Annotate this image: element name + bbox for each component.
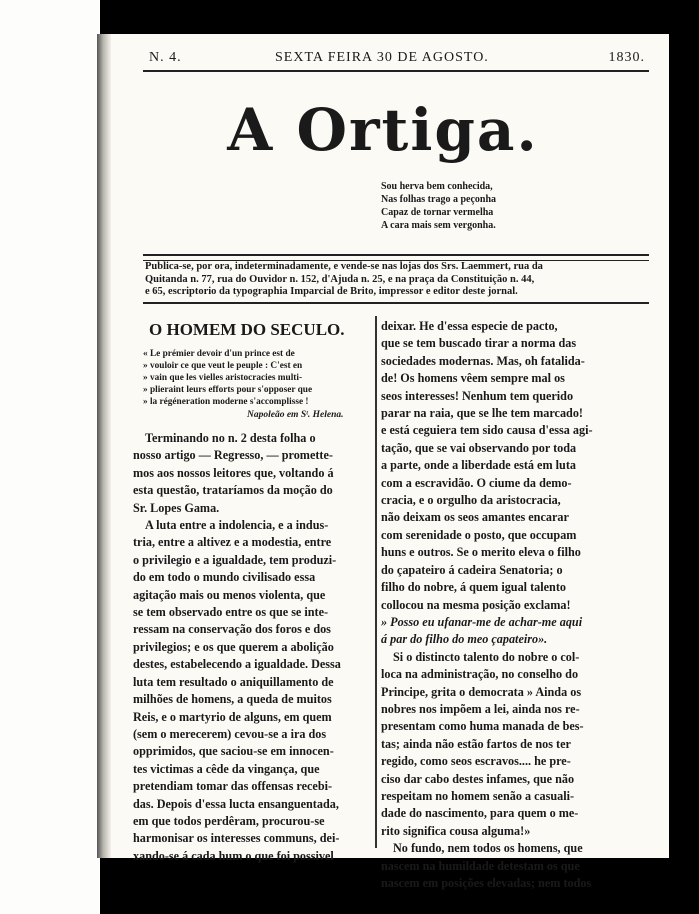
left-column-body — [133, 430, 371, 865]
text-line: das. Depois d'essa lucta ensanguentada, — [133, 796, 339, 811]
column-divider — [375, 316, 377, 848]
text-line: agitação mais ou menos violenta, que — [133, 587, 326, 602]
text-line: mos aos nossos leitores que, voltando á — [133, 465, 334, 480]
text-line: de! Os homens vêem sempre mal os — [381, 371, 565, 386]
page-header — [145, 48, 649, 70]
text-line: ciso dar cabo destes infames, que não — [381, 771, 575, 786]
text-line: presentam como huma manada de bes- — [381, 719, 584, 734]
text-line: privilegios; e os que querem a abolição — [133, 639, 334, 654]
quote-line: » vain que les vielles aristocracies multi- — [143, 373, 303, 383]
text-line: o privilegio e a igualdade, tem produzi- — [133, 552, 337, 567]
text-line: opprimidos, que saciou-se em innocen- — [133, 744, 334, 759]
right-column — [381, 316, 617, 892]
text-line: ressam na conservação dos foros e dos — [133, 622, 331, 637]
text-line: nascem na humildade detestam os que — [381, 858, 580, 873]
quote-line: » vouloir ce que veut le peuple : C'est en — [143, 361, 303, 371]
quote-attribution: Napoleão em Sᵗ. Helena. — [247, 410, 344, 420]
text-line: á par do filho do meo çapateiro». — [381, 632, 548, 647]
text-line: dade do nascimento, para quem o me- — [381, 806, 579, 821]
text-line: loca na administração, no conselho do — [381, 667, 579, 682]
text-line: (sem o merecerem) cevou-se a ira dos — [133, 726, 327, 741]
text-line: destes, estabelecendo a igualdade. Dessa — [133, 657, 341, 672]
text-line: com a escravidão. O ciume da demo- — [381, 475, 572, 490]
epigraph — [381, 180, 496, 232]
article-quote — [143, 348, 371, 408]
issue-date: SEXTA FEIRA 30 DE AGOSTO. — [275, 50, 489, 65]
text-line: a parte, onde a liberdade está em luta — [381, 458, 576, 473]
publication-line: Publica-se, por ora, indeterminadamente, e vende-se nas lojas dos Srs. Laemmert, rua da — [145, 261, 543, 272]
text-line: em que todos perdêram, procurou-se — [133, 813, 325, 828]
text-line: regido, como seos escravos.... he pre- — [381, 754, 571, 769]
text-line: Terminando no n. 2 desta folha o — [145, 431, 316, 445]
text-line: collocou na mesma posição exclama! — [381, 597, 571, 612]
masthead-rule — [143, 254, 649, 261]
text-line: Reis, e o martyrio de alguns, em quem — [133, 709, 332, 724]
text-line: tes victimas a cêde da vingança, que — [133, 761, 320, 776]
text-line: luta tem resultado o aniquillamento de — [133, 674, 334, 689]
publication-notice — [145, 261, 649, 299]
publication-line: e 65, escriptorio da typographia Imparcial de Brito, impressor e editor deste jornal. — [145, 286, 518, 297]
text-line: Sr. Lopes Gama. — [133, 500, 220, 515]
text-line: tação, que se vai observando por toda — [381, 440, 577, 455]
epigraph-line: Sou herva bem conhecida, — [381, 181, 493, 192]
text-line: deixar. He d'essa especie de pacto, — [381, 319, 558, 333]
quote-line: » la régéneration moderne s'accomplisse ! — [143, 397, 309, 407]
newspaper-page — [97, 34, 669, 890]
text-line: parar na raia, que se lhe tem marcado! — [381, 406, 583, 421]
text-line: nascem em posições elevadas; nem todos — [381, 876, 592, 890]
text-line: pretendiam tomar das offensas recebi- — [133, 779, 333, 794]
quote-line: « Le prémier devoir d'un prince est de — [143, 349, 295, 359]
article-title: O HOMEM DO SECULO. — [149, 320, 345, 339]
text-line: com serenidade o posto, que occupam — [381, 527, 577, 542]
text-line: cracia, e o orgulho da aristocracia, — [381, 493, 561, 508]
notice-rule — [143, 302, 649, 304]
text-line: não deixam os seos amantes encarar — [381, 510, 569, 525]
left-column — [133, 316, 371, 865]
epigraph-line: Nas folhas trago a peçonha — [381, 194, 497, 205]
publication-line: Quitanda n. 77, rua do Ouvidor n. 152, d'Ajuda n. 25, e na praça da Constituição n. 44, — [145, 273, 535, 285]
scan-margin-left — [0, 0, 100, 914]
masthead-title: A Ortiga. — [227, 96, 539, 164]
text-line: tria, entre a altivez e a modestia, entre — [133, 535, 332, 550]
text-line: seos interesses! Nenhum tem querido — [381, 388, 574, 403]
epigraph-line: Capaz de tornar vermelha — [381, 207, 494, 218]
text-line: » Posso eu ufanar-me de achar-me aqui — [381, 614, 583, 629]
text-line: do em todo o mundo civilisado essa — [133, 570, 316, 585]
text-line: harmonisar os interesses communs, dei- — [133, 831, 340, 846]
text-line: que se tem buscado tirar a norma das — [381, 336, 577, 351]
header-rule — [143, 70, 649, 72]
text-line: nobres nos impõem a lei, ainda nos re- — [381, 701, 580, 716]
text-line: do çapateiro á cadeira Senatoria; o — [381, 562, 563, 577]
text-line: huns e outros. Se o merito eleva o filho — [381, 545, 581, 560]
text-line: rito significa cousa alguma!» — [381, 823, 531, 838]
text-line: No fundo, nem todos os homens, que — [393, 841, 583, 856]
text-line: e está ceguiera tem sido causa d'essa agi- — [381, 423, 593, 438]
text-line: sociedades modernas. Mas, oh fatalida- — [381, 353, 585, 368]
issue-number: N. 4. — [149, 50, 182, 65]
text-line: A luta entre a indolencia, e a indus- — [145, 518, 329, 533]
text-line: Si o distincto talento do nobre o col- — [393, 649, 580, 664]
text-line: xando-se á cada hum o que foi possivel — [133, 848, 334, 863]
text-line: Principe, grita o democrata » Ainda os — [381, 684, 582, 699]
text-line: filho do nobre, á quem igual talento — [381, 580, 566, 595]
text-line: nosso artigo — Regresso, — promette- — [133, 448, 333, 463]
text-line: milhões de homens, a queda de muitos — [133, 692, 332, 707]
epigraph-line: A cara mais sem vergonha. — [381, 220, 496, 231]
right-column-body — [381, 318, 617, 892]
text-line: tas; ainda não estão fartos de nos ter — [381, 736, 571, 751]
quote-line: » plieraint leurs efforts pour s'opposer que — [143, 385, 313, 395]
text-line: esta questão, trataríamos da moção do — [133, 483, 333, 498]
text-line: respeitam no homem senão a casuali- — [381, 788, 575, 803]
text-line: se tem observado entre os que se inte- — [133, 605, 329, 620]
issue-year: 1830. — [608, 50, 645, 65]
